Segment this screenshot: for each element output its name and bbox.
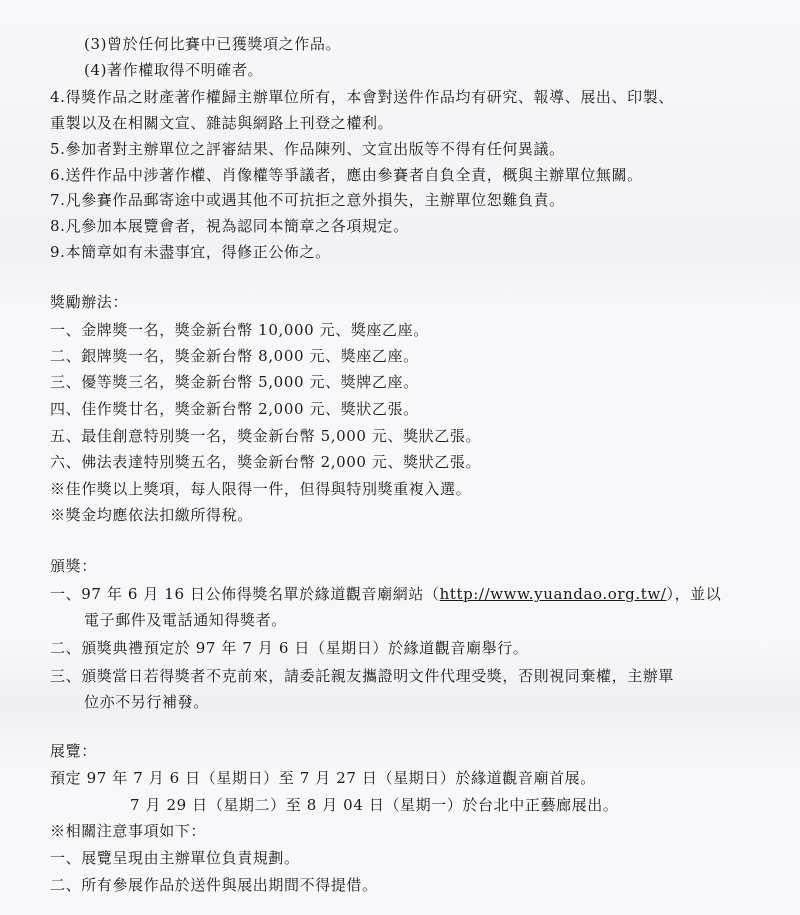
awards-note-2: ※獎金均應依法扣繳所得稅。 <box>50 506 253 524</box>
exhibition-heading: 展覽： <box>50 742 97 760</box>
exhibition-notes-heading: ※相關注意事項如下： <box>50 822 207 840</box>
rule-9: 9.本簡章如有未盡事宜，得修正公佈之。 <box>50 243 331 261</box>
ceremony-item-2: 二、頒獎典禮預定於 97 年 7 月 6 日（星期日）於緣道觀音廟舉行。 <box>50 639 529 657</box>
awards-heading: 獎勵辦法： <box>50 293 129 311</box>
exhibition-note-1: 一、展覽呈現由主辦單位負責規劃。 <box>50 849 300 867</box>
exhibition-schedule-1: 預定 97 年 7 月 6 日（星期日）至 7 月 27 日（星期日）於緣道觀音廟首展。 <box>50 769 596 787</box>
ceremony-item-1 <box>50 584 721 604</box>
award-item: 六、佛法表達特別獎五名，獎金新台幣 2,000 元、獎狀乙張。 <box>50 453 482 471</box>
rule-3-sub-3: (3)曾於任何比賽中已獲獎項之作品。 <box>84 35 342 53</box>
exhibition-schedule-2: 7 月 29 日（星期二）至 8 月 04 日（星期一）於台北中正藝廊展出。 <box>130 796 619 814</box>
ceremony-item-3-line-1: 三、頒獎當日若得獎者不克前來，請委託親友攜證明文件代理受獎，否則視同棄權，主辦單 <box>50 667 675 685</box>
rule-4-line-1: 4.得獎作品之財產著作權歸主辦單位所有，本會對送件作品均有研究、報導、展出、印製、 <box>50 88 674 106</box>
rule-7: 7.凡參賽作品郵寄途中或遇其他不可抗拒之意外損失，主辦單位恕難負責。 <box>50 191 565 209</box>
award-item: 五、最佳創意特別獎一名，獎金新台幣 5,000 元、獎狀乙張。 <box>50 427 482 445</box>
ceremony-item-3-line-2: 位亦不另行補發。 <box>84 693 209 711</box>
awards-note-1: ※佳作獎以上獎項，每人限得一件，但得與特別獎重複入選。 <box>50 480 472 498</box>
ceremony-item-1-line-2: 電子郵件及電話通知得獎者。 <box>84 611 287 629</box>
rule-8: 8.凡參加本展覽會者，視為認同本簡章之各項規定。 <box>50 217 409 235</box>
ceremony-heading: 頒獎： <box>50 557 97 575</box>
ceremony-item-1-suffix: ），並以 <box>666 585 722 603</box>
rule-6: 6.送件作品中涉著作權、肖像權等爭議者，應由參賽者自負全責，概與主辦單位無關。 <box>50 166 643 184</box>
rule-5: 5.參加者對主辦單位之評審結果、作品陳列、文宣出版等不得有任何異議。 <box>50 140 565 158</box>
award-item: 三、優等獎三名，獎金新台幣 5,000 元、獎牌乙座。 <box>50 373 419 391</box>
award-item: 二、銀牌獎一名，獎金新台幣 8,000 元、獎座乙座。 <box>50 347 419 365</box>
award-item: 一、金牌獎一名，獎金新台幣 10,000 元、獎座乙座。 <box>50 321 429 339</box>
website-link[interactable]: http://www.yuandao.org.tw/ <box>439 585 667 603</box>
rule-3-sub-4: (4)著作權取得不明確者。 <box>84 61 264 79</box>
award-item: 四、佳作獎廿名，獎金新台幣 2,000 元、獎狀乙張。 <box>50 400 419 418</box>
ceremony-item-1-text: 一、97 年 6 月 16 日公佈得獎名單於緣道觀音廟網站（ <box>50 585 440 603</box>
rule-4-line-2: 重製以及在相關文宣、雜誌與網路上刊登之權利。 <box>50 114 394 132</box>
exhibition-note-2: 二、所有參展作品於送件與展出期間不得提借。 <box>50 876 378 894</box>
